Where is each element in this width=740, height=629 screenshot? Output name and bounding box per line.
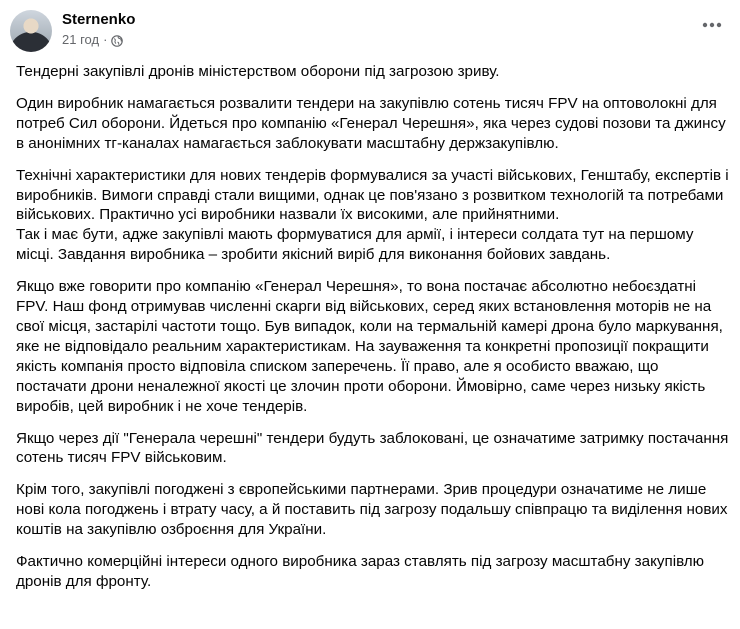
post-header [10,8,135,54]
post-paragraph-8: Фактично комерційні інтереси одного виробника зараз ставлять під загрозу масштабну закупівлю дронів для фронту. [16,553,705,590]
post-paragraph-1: Тендерні закупівлі дронів міністерством оборони під загрозою зриву. [16,63,500,80]
globe-icon[interactable] [111,34,123,46]
post-meta [62,11,136,48]
post-content [16,62,732,604]
meta-separator: · [103,32,108,47]
avatar[interactable] [10,10,52,52]
post-paragraph-2: Один виробник намагається розвалити тендери на закупівлю сотень тисяч FPV на оптоволокні для потреб Сил оборони. Йдеться про компанію «Генерал Черешня», яка через судові позови та джинсу в анонімних тг-каналах намагається заблокувати масштабну держзакупівлю. [16,94,726,152]
post-paragraph-5: Якщо вже говорити про компанію «Генерал Черешня», то вона постачає абсолютно небоєздатні FPV. Наш фонд отримував численні скарги від військових, серед яких встановлення моторів не на свої місця, застарілі частоти тощо. Був випадок, коли на термальній камері дрона було маркування, яке не відповідало реальним характеристикам. На зауваження та конкретні пропозиції покращити якість компанія просто відповіла списком заперечень. Її право, але я особисто вважаю, що постачати дрони неналежної якості це злочин проти оборони. Ймовірно, саме через низьку якість виробів, цей виробник і не хоче тендерів. [16,278,723,415]
post-paragraph-3: Технічні характеристики для нових тендерів формувалися за участі військових, Генштабу, експертів і виробників. Вимоги справді стали вищими, однак це пов'язано з розвитком технологій та потребами військових. Практично усі виробники назвали їх високими, але прийнятними. [16,166,729,224]
post-subline [62,31,135,48]
post-time[interactable]: 21 год [62,32,100,47]
post-paragraph-6: Якщо через дії "Генерала черешні" тендери будуть заблоковані, це означатиме затримку постачання сотень тисяч FPV військовим. [16,429,729,467]
more-horizontal-icon [702,22,722,28]
post-paragraph-4: Так і має бути, адже закупівлі мають формуватися для армії, і інтереси солдата тут на першому місці. Завдання виробника – зробити якісний виріб для виконання бойових завдань. [16,226,694,264]
post-paragraph-7: Крім того, закупівлі погоджені з європейськими партнерами. Зрив процедури означатиме не лише нові кола погоджень і втрату часу, а й поставить під загрозу подальшу співпрацю та виділення нових коштів на закупівлю озброєння для України. [16,481,728,539]
author-name[interactable]: Sternenko [62,11,136,28]
more-options-button[interactable] [694,10,730,40]
